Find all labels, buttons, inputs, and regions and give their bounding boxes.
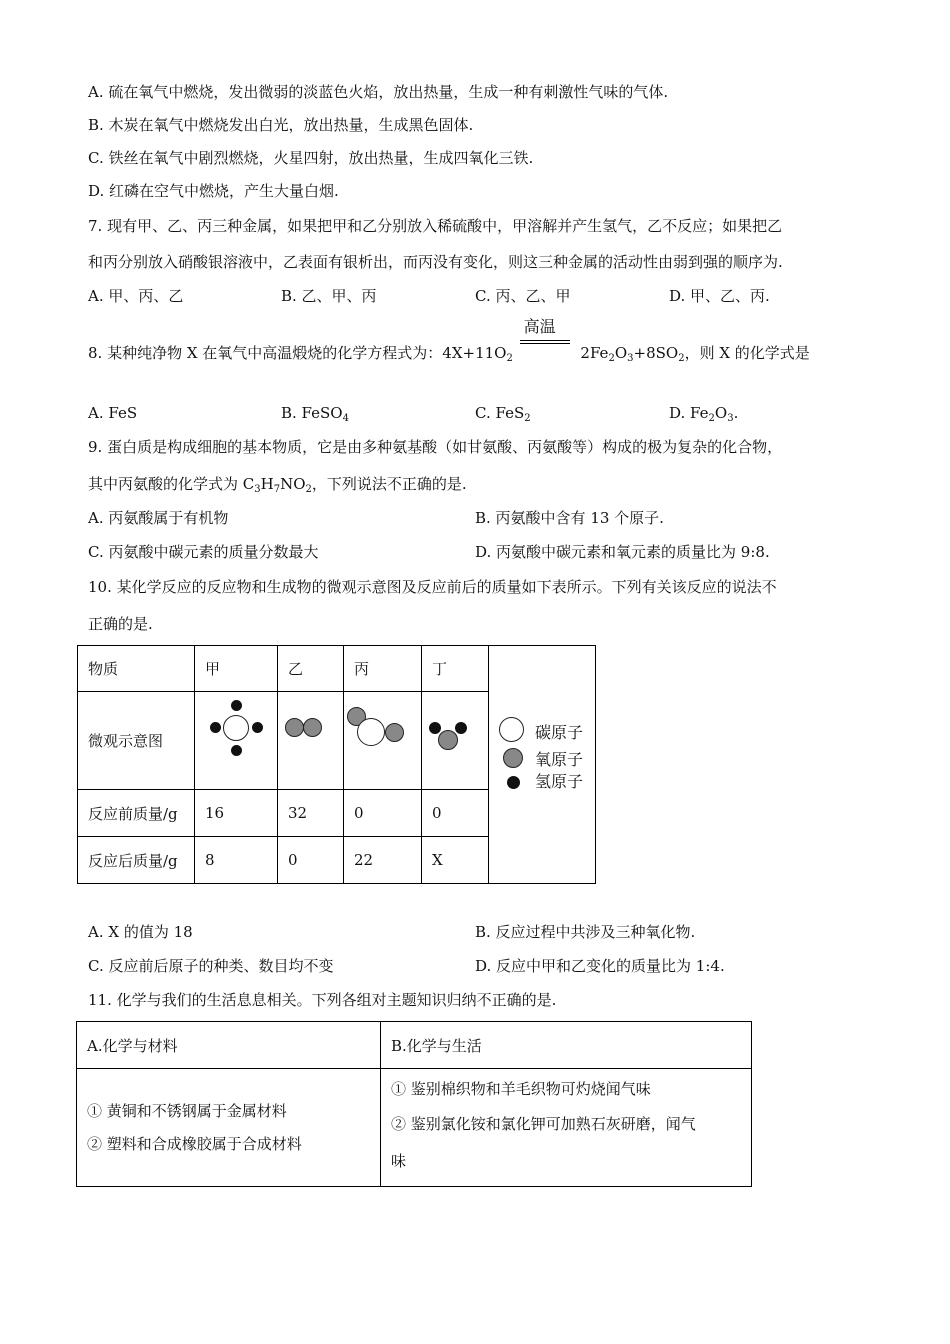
- header-ding: 丁: [422, 646, 489, 692]
- q10-option-c: C. 反应前后原子的种类、数目均不变: [88, 957, 334, 975]
- legend-oxygen-icon: [503, 748, 523, 768]
- q9-option-b: B. 丙氨酸中含有 13 个原子.: [475, 509, 664, 527]
- q9-option-d: D. 丙氨酸中碳元素和氧元素的质量比为 9:8.: [475, 543, 770, 561]
- row-label-after: 反应后质量/g: [78, 837, 195, 884]
- oxygen-atom: [303, 718, 322, 737]
- cell-a-body: [77, 1069, 381, 1187]
- q10-option-b: B. 反应过程中共涉及三种氧化物.: [475, 923, 696, 941]
- knowledge-table: [76, 1021, 752, 1187]
- before-yi: 32: [278, 790, 344, 837]
- q10-option-d: D. 反应中甲和乙变化的质量比为 1:4.: [475, 957, 725, 975]
- after-bing: 22: [344, 837, 422, 884]
- q9-stem-line2: 其中丙氨酸的化学式为 $C_3H_7NO_2$，下列说法不正确的是.: [88, 475, 467, 495]
- b-item-2-cont: 味: [391, 1152, 407, 1170]
- q6-option-b: B. 木炭在氧气中燃烧发出白光，放出热量，生成黑色固体.: [88, 116, 474, 134]
- legend-hydrogen-label: 氢原子: [535, 772, 584, 791]
- carbon-atom: [357, 718, 385, 746]
- micro-yi: [278, 692, 344, 790]
- q6-option-c: C. 铁丝在氧气中剧烈燃烧，火星四射，放出热量，生成四氧化三铁.: [88, 149, 534, 167]
- q7-option-c: C. 丙、乙、甲: [475, 287, 571, 305]
- a-item-2: ② 塑料和合成橡胶属于合成材料: [87, 1134, 302, 1153]
- header-yi: 乙: [278, 646, 344, 692]
- cell-b-body: [381, 1069, 752, 1187]
- q8-stem: 8. 某种纯净物 X 在氧气中高温煅烧的化学方程式为：$4X+11O_2$ 高温 $2Fe_2O_3+8SO_2$，则 X 的化学式是: [88, 317, 810, 364]
- hydrogen-atom: [231, 745, 242, 756]
- q8-option-b: B. FeSO$_4$: [281, 404, 349, 424]
- header-jia: 甲: [195, 646, 278, 692]
- cell-b-title: B.化学与生活: [381, 1022, 752, 1069]
- q7-stem-line2: 和丙分别放入硝酸银溶液中，乙表面有银析出，而丙没有变化，则这三种金属的活动性由弱到强的顺序为.: [88, 253, 783, 271]
- after-ding: X: [422, 837, 489, 884]
- legend-carbon-icon: [499, 717, 524, 742]
- q7-option-b: B. 乙、甲、丙: [281, 287, 377, 305]
- carbon-atom: [223, 715, 249, 741]
- legend-hydrogen-icon: [507, 776, 520, 789]
- q8-option-c: C. FeS$_2$: [475, 404, 531, 424]
- b-item-2: ② 鉴别氯化铵和氯化钾可加熟石灰研磨，闻气: [391, 1115, 696, 1133]
- oxygen-atom: [438, 730, 458, 750]
- header-substance: 物质: [78, 646, 195, 692]
- q10-stem-line1: 10. 某化学反应的反应物和生成物的微观示意图及反应前后的质量如下表所示。下列有关该反应的说法不: [88, 578, 777, 596]
- q8-option-a: A. FeS: [88, 404, 138, 422]
- hydrogen-atom: [231, 700, 242, 711]
- q10-stem-line2: 正确的是.: [88, 615, 153, 633]
- before-bing: 0: [344, 790, 422, 837]
- reaction-arrow: [518, 317, 576, 363]
- before-jia: 16: [195, 790, 278, 837]
- after-jia: 8: [195, 837, 278, 884]
- q9-stem-line1: 9. 蛋白质是构成细胞的基本物质，它是由多种氨基酸（如甘氨酸、丙氨酸等）构成的极为复杂的化合物，: [88, 438, 783, 456]
- cell-a-title: A.化学与材料: [77, 1022, 381, 1069]
- q9-option-c: C. 丙氨酸中碳元素的质量分数最大: [88, 543, 319, 561]
- q6-option-d: D. 红磷在空气中燃烧，产生大量白烟.: [88, 182, 339, 200]
- reaction-condition: 高温: [523, 317, 556, 336]
- q7-stem-line1: 7. 现有甲、乙、丙三种金属，如果把甲和乙分别放入稀硫酸中，甲溶解并产生氢气，乙不反应；如果把乙: [88, 217, 783, 235]
- q9-option-a: A. 丙氨酸属于有机物: [88, 509, 229, 527]
- q10-option-a: A. X 的值为 18: [88, 923, 193, 941]
- b-item-1: ① 鉴别棉织物和羊毛织物可灼烧闻气味: [391, 1080, 651, 1098]
- oxygen-atom: [385, 723, 404, 742]
- row-label-micro: 微观示意图: [78, 692, 195, 790]
- legend-carbon-label: 碳原子: [535, 723, 584, 742]
- hydrogen-atom: [455, 722, 467, 734]
- q11-stem: 11. 化学与我们的生活息息相关。下列各组对主题知识归纳不正确的是.: [88, 991, 557, 1009]
- q6-option-a: A. 硫在氧气中燃烧，发出微弱的淡蓝色火焰，放出热量，生成一种有刺激性气味的气体.: [88, 83, 669, 101]
- oxygen-atom: [285, 718, 304, 737]
- row-label-before: 反应前质量/g: [78, 790, 195, 837]
- after-yi: 0: [278, 837, 344, 884]
- a-item-1: ① 黄铜和不锈钢属于金属材料: [87, 1101, 287, 1120]
- hydrogen-atom: [429, 722, 441, 734]
- hydrogen-atom: [210, 722, 221, 733]
- legend-oxygen-label: 氧原子: [535, 750, 584, 769]
- hydrogen-atom: [252, 722, 263, 733]
- header-bing: 丙: [344, 646, 422, 692]
- q7-option-d: D. 甲、乙、丙.: [669, 287, 770, 305]
- q8-option-d: D. $Fe_2O_3$.: [669, 404, 739, 424]
- before-ding: 0: [422, 790, 489, 837]
- q7-option-a: A. 甲、丙、乙: [88, 287, 184, 305]
